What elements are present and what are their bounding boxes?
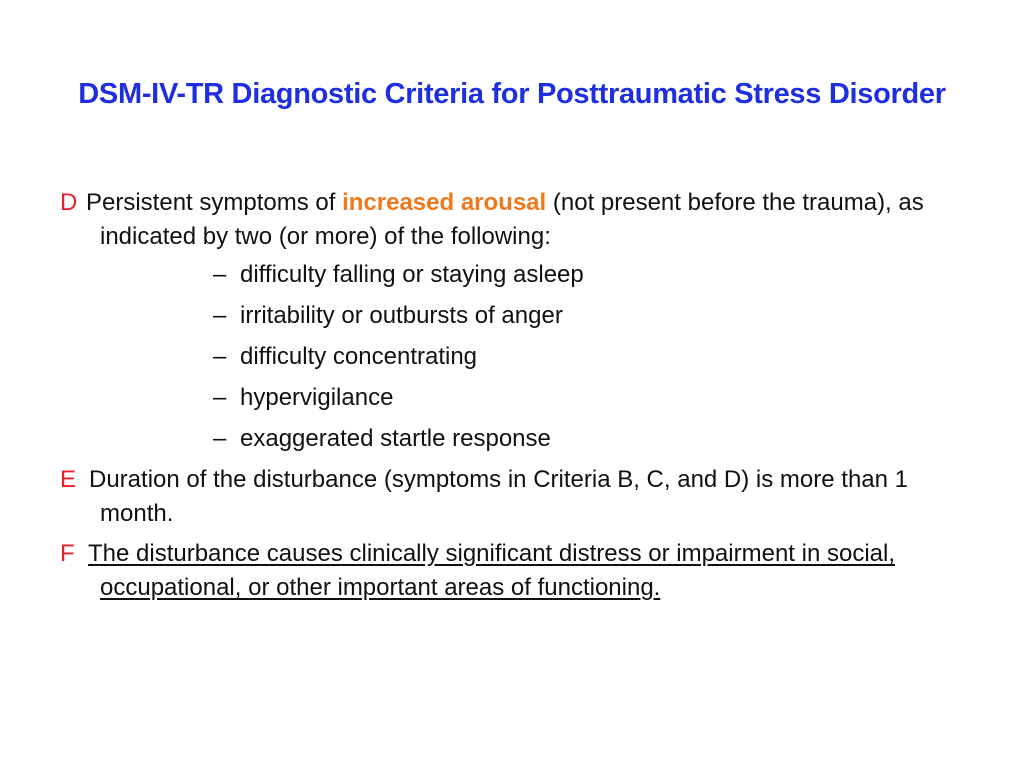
criterion-d-text-after: (not present before the trauma), as indicated by two (or more) of the following: bbox=[100, 189, 924, 250]
list-item bbox=[213, 377, 970, 418]
dash-bullet: – bbox=[213, 302, 227, 329]
criterion-d-highlight: increased arousal bbox=[342, 189, 547, 216]
list-item bbox=[213, 295, 970, 336]
symptom-text: difficulty falling or staying asleep bbox=[240, 261, 584, 288]
list-item bbox=[213, 254, 970, 295]
criterion-f bbox=[60, 537, 970, 605]
list-item bbox=[213, 336, 970, 377]
criterion-f-letter: F bbox=[60, 540, 75, 567]
slide-body bbox=[60, 186, 970, 605]
symptom-text: hypervigilance bbox=[240, 384, 394, 411]
dash-bullet: – bbox=[213, 343, 227, 370]
criterion-e-text: Duration of the disturbance (symptoms in Criteria B, C, and D) is more than 1 month. bbox=[89, 466, 908, 527]
dash-bullet: – bbox=[213, 261, 227, 288]
criterion-d-text-before: Persistent symptoms of bbox=[86, 189, 336, 216]
dash-bullet: – bbox=[213, 425, 227, 452]
slide-title: DSM-IV-TR Diagnostic Criteria for Posttraumatic Stress Disorder bbox=[78, 78, 946, 110]
list-item bbox=[213, 418, 970, 459]
criterion-d-letter: D bbox=[60, 189, 78, 216]
symptom-text: irritability or outbursts of anger bbox=[240, 302, 563, 329]
criterion-d bbox=[60, 186, 970, 254]
criterion-f-text: The disturbance causes clinically significant distress or impairment in social, occupational, or other important areas of functioning. bbox=[88, 540, 895, 601]
criterion-e bbox=[60, 463, 970, 531]
dash-bullet: – bbox=[213, 384, 227, 411]
criterion-e-letter: E bbox=[60, 466, 77, 493]
symptom-text: difficulty concentrating bbox=[240, 343, 478, 370]
symptom-text: exaggerated startle response bbox=[240, 425, 551, 452]
criterion-d-symptom-list bbox=[60, 254, 970, 459]
